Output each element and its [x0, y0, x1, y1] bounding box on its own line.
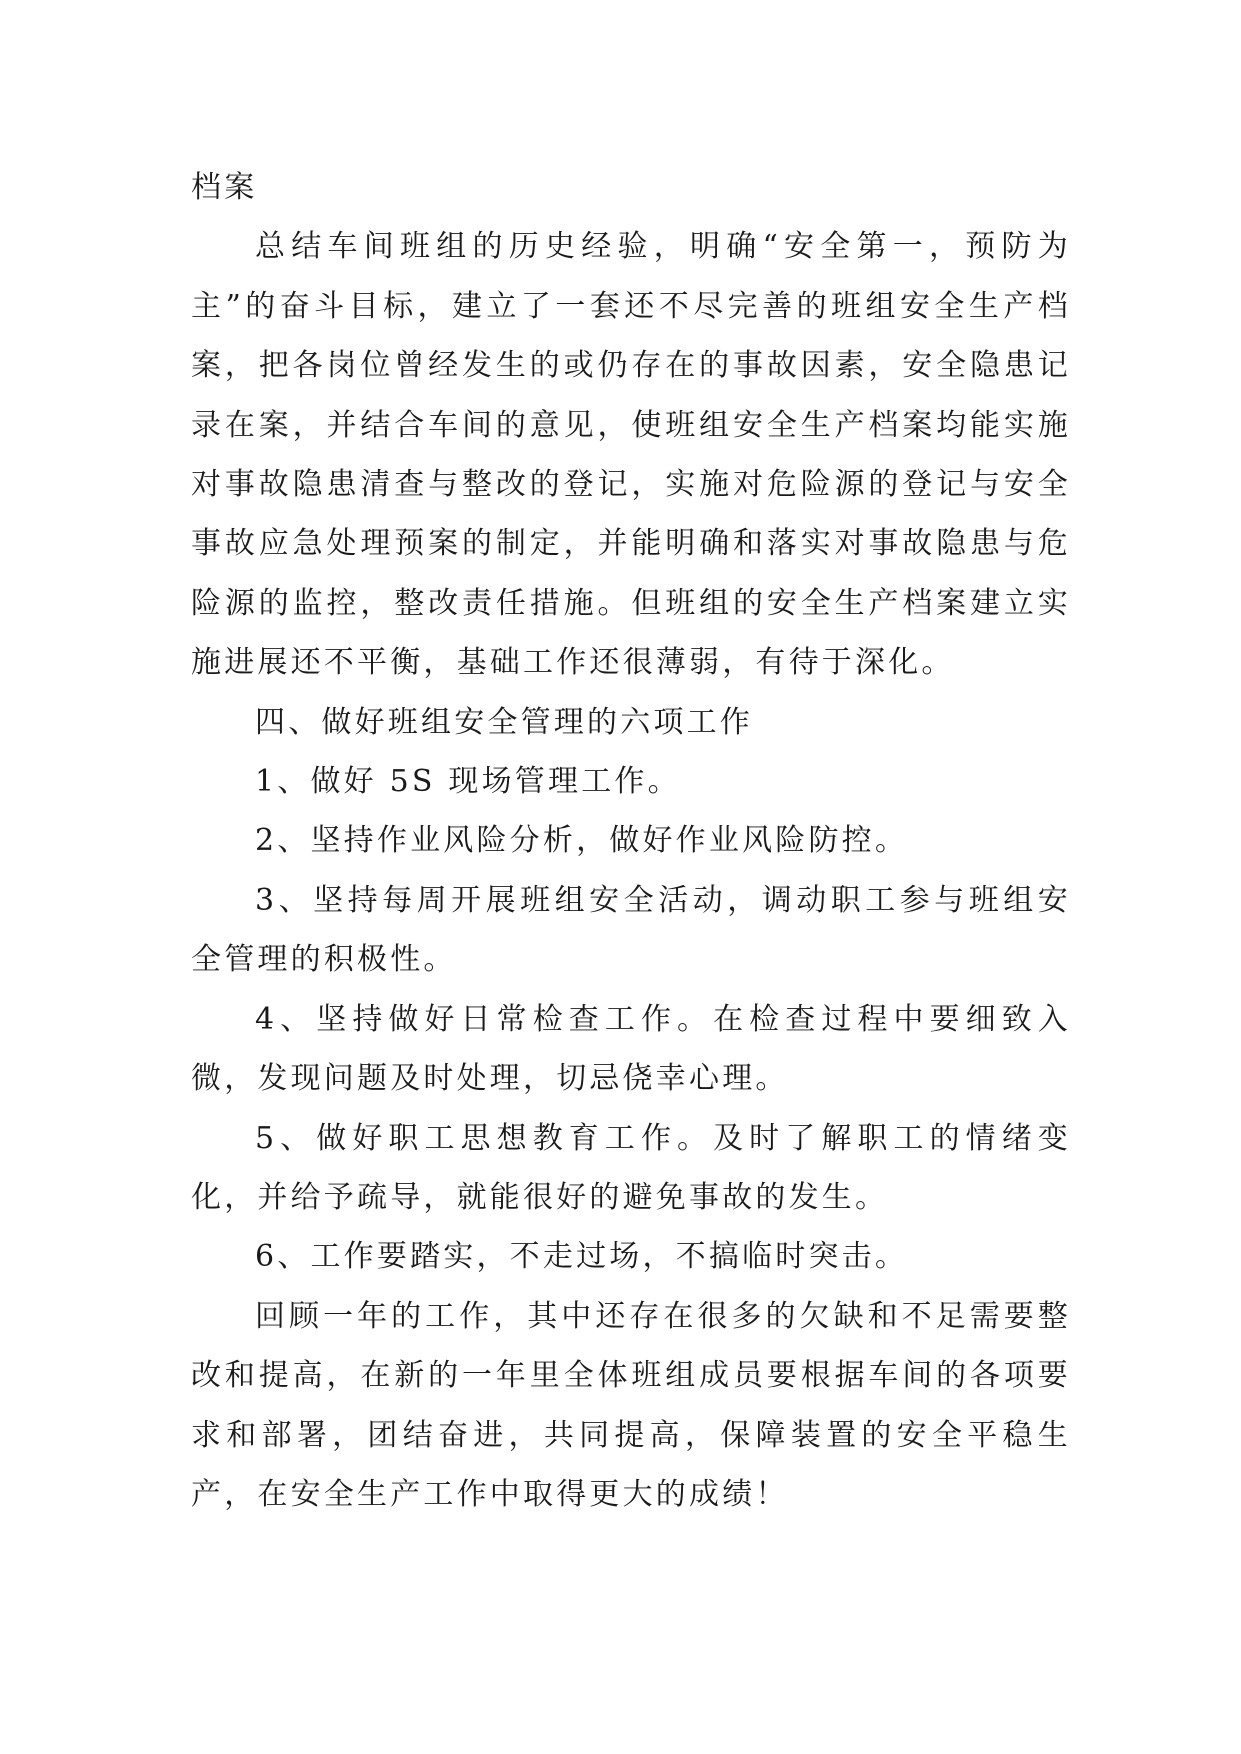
paragraph-archive-summary: 总结车间班组的历史经验，明确“安全第一，预防为主”的奋斗目标，建立了一套还不尽完善的班组安全生产档案，把各岗位曾经发生的或仍存在的事故因素，安全隐患记录在案，并结合车间的意见，使班组安全生产档案均能实施对事故隐患清查与整改的登记，实施对危险源的登记与安全事故应急处理预案的制定，并能明确和落实对事故隐患与危险源的监控，整改责任措施。但班组的安全生产档案建立实施进展还不平衡，基础工作还很薄弱，有待于深化。: [191, 229, 1071, 681]
list-item-task-6: 6、工作要踏实，不走过场，不搞临时突击。: [255, 1239, 909, 1275]
list-item-task-2: 2、坚持作业风险分析，做好作业风险防控。: [255, 823, 909, 859]
paragraph-archive-heading: 档案: [191, 170, 258, 205]
section-heading-six-tasks: 四、做好班组安全管理的六项工作: [255, 704, 753, 740]
list-item-task-5: 5、做好职工思想教育工作。及时了解职工的情绪变化，并给予疏导，就能很好的避免事故的发生。: [191, 1120, 1071, 1215]
list-item-task-3: 3、坚持每周开展班组安全活动，调动职工参与班组安全管理的积极性。: [191, 882, 1071, 978]
document-body: [191, 158, 1071, 1524]
list-item-task-4: 4、坚持做好日常检查工作。在检查过程中要细致入微，发现问题及时处理，切忌侥幸心理。: [191, 1001, 1071, 1097]
paragraph-conclusion: 回顾一年的工作，其中还存在很多的欠缺和不足需要整改和提高，在新的一年里全体班组成员要根据车间的各项要求和部署，团结奋进，共同提高，保障装置的安全平稳生产，在安全生产工作中取得更大的成绩！: [191, 1298, 1071, 1512]
list-item-task-1: 1、做好 5S 现场管理工作。: [255, 764, 681, 800]
